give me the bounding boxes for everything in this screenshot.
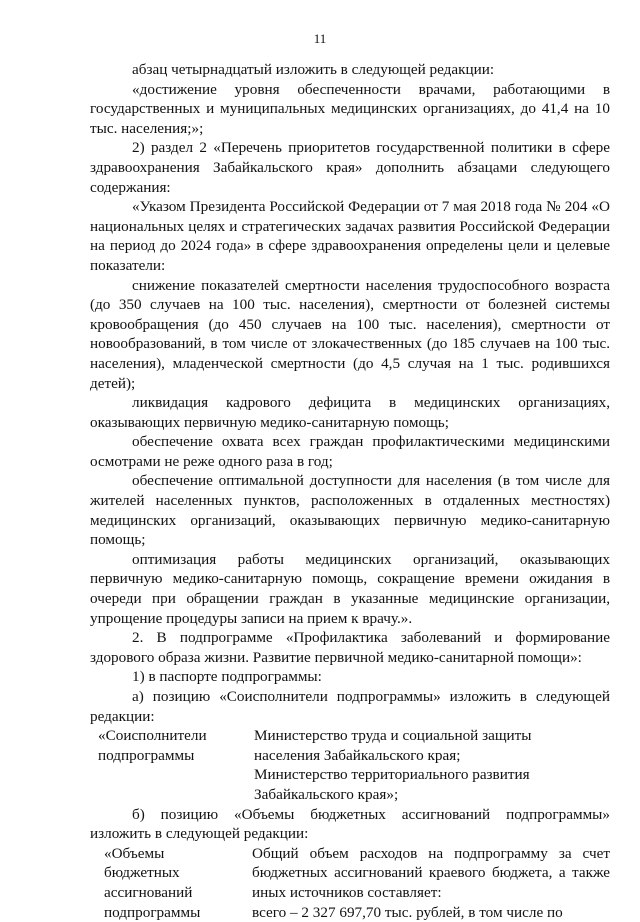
- value-line: Министерство труда и социальной защиты: [254, 727, 532, 745]
- co-executors-value: [254, 726, 610, 804]
- paragraph: 2. В подпрограмме «Профилактика заболеваний и формирование здорового образа жизни. Развитие первичной медико-санитарной помощи»:: [90, 629, 610, 666]
- paragraph: обеспечение охвата всех граждан профилактическими медицинскими осмотрами не реже одного раза в год;: [90, 433, 610, 470]
- page-number: 11: [313, 31, 327, 46]
- paragraph: обеспечение оптимальной доступности для населения (в том числе для жителей населенных пунктов, расположенных в отдаленных местностях) медицинских организаций, оказывающих первичную медико-санитарную помощь;: [90, 472, 610, 549]
- value-text: Общий объем расходов на подпрограмму за счет бюджетных ассигнований краевого бюджета, а также иных источников составляет:: [252, 844, 610, 901]
- document-body: [90, 60, 610, 922]
- value-line: Забайкальского края»;: [254, 785, 399, 803]
- label-line: подпрограммы: [104, 903, 201, 921]
- label-line: подпрограммы: [98, 746, 195, 764]
- budget-label: [90, 844, 252, 922]
- label-line: «Соисполнители: [98, 727, 207, 745]
- paragraph: «Указом Президента Российской Федерации от 7 мая 2018 года № 204 «О национальных целях и стратегических задачах развития Российской Федерации на период до 2024 года» в сфере здравоохранения определены цели и целевые показатели:: [90, 198, 610, 274]
- paragraph: а) позицию «Соисполнители подпрограммы» изложить в следующей редакции:: [90, 688, 610, 725]
- paragraph: 2) раздел 2 «Перечень приоритетов государственной политики в сфере здравоохранения Забайкальского края» дополнить абзацами следующего содержания:: [90, 139, 610, 196]
- value-line: Министерство территориального развития: [254, 766, 530, 784]
- paragraph: снижение показателей смертности населения трудоспособного возраста (до 350 случаев на 100 тыс. населения), смертности от болезней системы кровообращения (до 450 случаев на 100 тыс. населения), смертности от новообразований, в том числе от злокачественных (до 185 случаев на 100 тыс. населения), младенческой смертности (до 4,5 случая на 1 тыс. родившихся детей);: [90, 276, 610, 392]
- budget-value: [252, 844, 610, 922]
- paragraph: ликвидация кадрового дефицита в медицинских организациях, оказывающих первичную медико-санитарную помощь;: [90, 394, 610, 431]
- paragraph: б) позицию «Объемы бюджетных ассигнований подпрограммы» изложить в следующей редакции:: [90, 805, 610, 843]
- label-line: бюджетных: [104, 864, 180, 882]
- paragraph: абзац четырнадцатый изложить в следующей редакции:: [132, 61, 495, 78]
- co-executors-table: [90, 726, 610, 804]
- value-line: населения Забайкальского края;: [254, 746, 461, 764]
- co-executors-label: [90, 726, 254, 804]
- paragraph: «достижение уровня обеспеченности врачами, работающими в государственных и муниципальных медицинских организациях, до 41,4 на 10 тыс. населения;»;: [90, 80, 610, 137]
- value-line: всего – 2 327 697,70 тыс. рублей, в том числе по: [252, 903, 563, 921]
- label-line: «Объемы: [104, 844, 165, 862]
- label-line: ассигнований: [104, 883, 193, 901]
- paragraph: 1) в паспорте подпрограммы:: [132, 668, 322, 686]
- paragraph: оптимизация работы медицинских организаций, оказывающих первичную медико-санитарную помощь, сокращение времени ожидания в очереди при обращении граждан в указанные медицинские организации, упрощение процедуры записи на прием к врачу.».: [90, 550, 610, 627]
- budget-table: [90, 844, 610, 922]
